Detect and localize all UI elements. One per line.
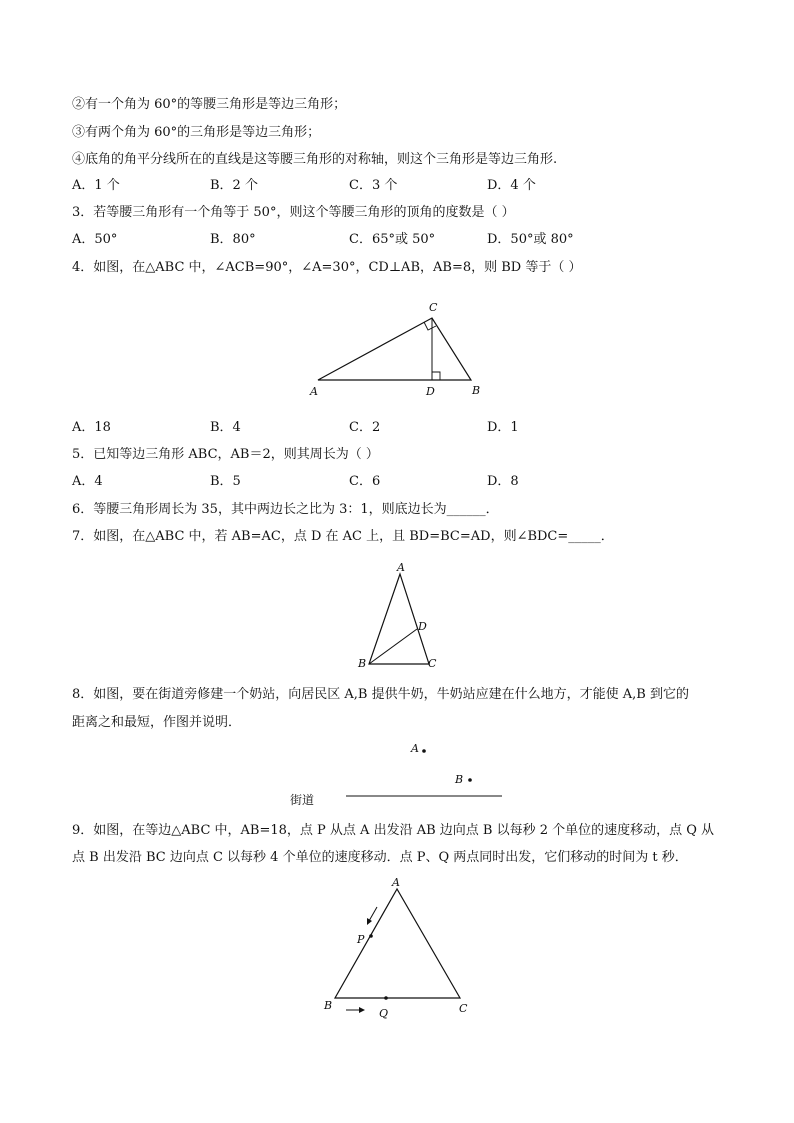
q5-option-c: C．6 [349,474,381,489]
q4-option-c: C．2 [349,420,381,435]
q2-option-c: C．3 个 [349,178,398,193]
q2-item-4: ④底角的角平分线所在的直线是这等腰三角形的对称轴，则这个三角形是等边三角形. [72,152,558,167]
q8-label-a: A [411,742,419,755]
q2-item-3: ③有两个角为 60°的三角形是等边三角形； [72,125,321,140]
q7-label-a: A [397,561,405,574]
q7-label-b: B [358,657,367,670]
q9-label-a: A [392,876,400,889]
q8-figure [280,735,520,810]
q4-option-a: A．18 [72,420,111,435]
q7-text: 7．如图，在△ABC 中，若 AB=AC，点 D 在 AC 上，且 BD=BC=AD，则∠BDC=_____． [72,529,614,544]
q5-option-b: B．5 [210,474,241,489]
q8-label-street: 街道 [290,793,315,807]
q4-option-d: D．1 [487,420,519,435]
q9-text-line1: 9．如图，在等边△ABC 中，AB=18，点 P 从点 A 出发沿 AB 边向点 B 以每秒 2 个单位的速度移动，点 Q 从 [72,823,715,838]
q4-label-d: D [426,385,435,398]
q9-label-q: Q [379,1007,389,1020]
q4-label-c: C [429,301,438,314]
q4-label-b: B [472,384,481,397]
q5-option-a: A．4 [72,474,103,489]
q3-option-a: A．50° [72,232,118,247]
q2-option-a: A．1 个 [72,178,120,193]
q9-figure [315,872,485,1022]
q3-option-b: B．80° [210,232,256,247]
q4-label-a: A [310,385,318,398]
q9-label-p: P [357,933,365,946]
q9-text-line2: 点 B 出发沿 BC 边向点 C 以每秒 4 个单位的速度移动．点 P、Q 两点同时出发，它们移动的时间为 t 秒． [72,850,688,865]
q9-label-b: B [324,999,333,1012]
q8-label-b: B [455,773,464,786]
q2-item-2: ②有一个角为 60°的等腰三角形是等边三角形； [72,97,347,112]
q3-option-c: C．65°或 50° [349,232,436,247]
q4-text: 4．如图，在△ABC 中，∠ACB=90°，∠A=30°，CD⊥AB，AB=8，则 BD 等于（ ） [72,260,582,275]
q7-label-c: C [428,657,437,670]
q4-figure [300,295,500,405]
q9-label-c: C [459,1002,468,1015]
q5-option-d: D．8 [487,474,519,489]
q8-text-line1: 8．如图，要在街道旁修建一个奶站，向居民区 A,B 提供牛奶，牛奶站应建在什么地方，才能使 A,B 到它的 [72,687,689,702]
q4-option-b: B．4 [210,420,241,435]
q7-label-d: D [418,620,427,633]
q6-text: 6．等腰三角形周长为 35，其中两边长之比为 3：1，则底边长为______． [72,502,499,517]
q8-text-line2: 距离之和最短，作图并说明． [72,715,242,730]
q3-text: 3．若等腰三角形有一个角等于 50°，则这个等腰三角形的顶角的度数是（ ） [72,205,515,220]
q2-option-b: B．2 个 [210,178,258,193]
q2-option-d: D．4 个 [487,178,536,193]
q5-text: 5．已知等边三角形 ABC，AB＝2，则其周长为（ ） [72,447,379,462]
q3-option-d: D．50°或 80° [487,232,574,247]
q7-figure [350,560,450,675]
